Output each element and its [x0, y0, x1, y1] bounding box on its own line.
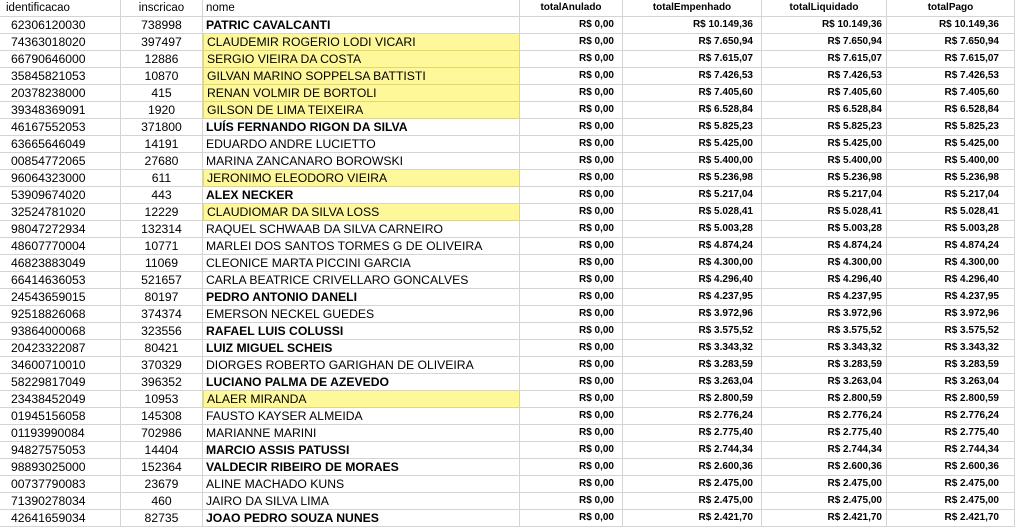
- cell-inscricao[interactable]: 1920: [121, 102, 203, 119]
- table-row: [0, 425, 1015, 442]
- cell-total-liquidado[interactable]: R$ 2.744,34: [762, 442, 887, 459]
- header-inscricao[interactable]: inscricao: [121, 0, 203, 17]
- cell-total-liquidado[interactable]: R$ 4.296,40: [762, 272, 887, 289]
- table-row: [0, 357, 1015, 374]
- cell-total-pago[interactable]: R$ 7.426,53: [887, 68, 1015, 85]
- cell-nome[interactable]: EDUARDO ANDRE LUCIETTO: [203, 136, 520, 153]
- cell-total-empenhado[interactable]: R$ 4.237,95: [623, 289, 762, 306]
- cell-total-empenhado[interactable]: R$ 3.263,04: [623, 374, 762, 391]
- cell-total-anulado[interactable]: R$ 0,00: [520, 357, 623, 374]
- cell-inscricao[interactable]: 611: [121, 170, 203, 187]
- cell-total-liquidado[interactable]: R$ 10.149,36: [762, 17, 887, 34]
- cell-nome[interactable]: JOAO PEDRO SOUZA NUNES: [203, 510, 520, 527]
- cell-total-anulado[interactable]: R$ 0,00: [520, 85, 623, 102]
- table-row: [0, 289, 1015, 306]
- cell-total-liquidado[interactable]: R$ 5.400,00: [762, 153, 887, 170]
- cell-nome[interactable]: JERONIMO ELEODORO VIEIRA: [203, 170, 520, 187]
- table-row: [0, 391, 1015, 408]
- cell-total-liquidado[interactable]: R$ 3.283,59: [762, 357, 887, 374]
- header-total-liquidado[interactable]: totalLiquidado: [762, 0, 887, 17]
- cell-total-pago[interactable]: R$ 5.217,04: [887, 187, 1015, 204]
- cell-identificacao[interactable]: 01945156058: [0, 408, 121, 425]
- cell-inscricao[interactable]: 23679: [121, 476, 203, 493]
- cell-nome[interactable]: RENAN VOLMIR DE BORTOLI: [203, 85, 520, 102]
- table-row: [0, 408, 1015, 425]
- cell-total-anulado[interactable]: R$ 0,00: [520, 340, 623, 357]
- cell-total-liquidado[interactable]: R$ 7.426,53: [762, 68, 887, 85]
- cell-total-pago[interactable]: R$ 7.650,94: [887, 34, 1015, 51]
- cell-nome[interactable]: MARLEI DOS SANTOS TORMES G DE OLIVEIRA: [203, 238, 520, 255]
- cell-nome[interactable]: RAFAEL LUIS COLUSSI: [203, 323, 520, 340]
- cell-total-liquidado[interactable]: R$ 7.650,94: [762, 34, 887, 51]
- cell-nome[interactable]: MARIANNE MARINI: [203, 425, 520, 442]
- cell-identificacao[interactable]: 74363018020: [0, 34, 121, 51]
- cell-inscricao[interactable]: 738998: [121, 17, 203, 34]
- cell-inscricao[interactable]: 374374: [121, 306, 203, 323]
- cell-total-liquidado[interactable]: R$ 5.425,00: [762, 136, 887, 153]
- cell-total-pago[interactable]: R$ 4.237,95: [887, 289, 1015, 306]
- cell-inscricao[interactable]: 14191: [121, 136, 203, 153]
- cell-total-empenhado[interactable]: R$ 10.149,36: [623, 17, 762, 34]
- cell-total-pago[interactable]: R$ 3.575,52: [887, 323, 1015, 340]
- cell-inscricao[interactable]: 10953: [121, 391, 203, 408]
- header-row: [0, 0, 1015, 17]
- cell-nome[interactable]: MARCIO ASSIS PATUSSI: [203, 442, 520, 459]
- header-identificacao[interactable]: identificacao: [0, 0, 121, 17]
- cell-total-pago[interactable]: R$ 5.825,23: [887, 119, 1015, 136]
- cell-total-empenhado[interactable]: R$ 2.800,59: [623, 391, 762, 408]
- cell-total-pago[interactable]: R$ 10.149,36: [887, 17, 1015, 34]
- cell-total-empenhado[interactable]: R$ 5.028,41: [623, 204, 762, 221]
- cell-total-empenhado[interactable]: R$ 2.776,24: [623, 408, 762, 425]
- cell-total-liquidado[interactable]: R$ 4.300,00: [762, 255, 887, 272]
- cell-nome[interactable]: MARINA ZANCANARO BOROWSKI: [203, 153, 520, 170]
- table-row: [0, 34, 1015, 51]
- cell-nome[interactable]: LUCIANO PALMA DE AZEVEDO: [203, 374, 520, 391]
- header-nome[interactable]: nome: [203, 0, 520, 17]
- cell-inscricao[interactable]: 27680: [121, 153, 203, 170]
- cell-total-liquidado[interactable]: R$ 3.263,04: [762, 374, 887, 391]
- cell-total-anulado[interactable]: R$ 0,00: [520, 510, 623, 527]
- header-total-empenhado[interactable]: totalEmpenhado: [623, 0, 762, 17]
- cell-inscricao[interactable]: 80421: [121, 340, 203, 357]
- table-row: [0, 204, 1015, 221]
- cell-identificacao[interactable]: 93864000068: [0, 323, 121, 340]
- cell-nome[interactable]: LUÍS FERNANDO RIGON DA SILVA: [203, 119, 520, 136]
- cell-total-liquidado[interactable]: R$ 5.236,98: [762, 170, 887, 187]
- table-row: [0, 272, 1015, 289]
- cell-total-empenhado[interactable]: R$ 5.003,28: [623, 221, 762, 238]
- table-row: [0, 238, 1015, 255]
- cell-inscricao[interactable]: 11069: [121, 255, 203, 272]
- cell-nome[interactable]: SERGIO VIEIRA DA COSTA: [203, 51, 520, 68]
- cell-total-liquidado[interactable]: R$ 6.528,84: [762, 102, 887, 119]
- cell-inscricao[interactable]: 82735: [121, 510, 203, 527]
- cell-nome[interactable]: RAQUEL SCHWAAB DA SILVA CARNEIRO: [203, 221, 520, 238]
- cell-identificacao[interactable]: 62306120030: [0, 17, 121, 34]
- cell-nome[interactable]: ALAER MIRANDA: [203, 391, 520, 408]
- cell-total-empenhado[interactable]: R$ 3.343,32: [623, 340, 762, 357]
- cell-identificacao[interactable]: 48607770004: [0, 238, 121, 255]
- cell-identificacao[interactable]: 00737790083: [0, 476, 121, 493]
- cell-nome[interactable]: DIORGES ROBERTO GARIGHAN DE OLIVEIRA: [203, 357, 520, 374]
- cell-total-liquidado[interactable]: R$ 3.343,32: [762, 340, 887, 357]
- header-total-pago[interactable]: totalPago: [887, 0, 1015, 17]
- cell-nome[interactable]: PATRIC CAVALCANTI: [203, 17, 520, 34]
- cell-total-liquidado[interactable]: R$ 5.217,04: [762, 187, 887, 204]
- cell-total-liquidado[interactable]: R$ 7.615,07: [762, 51, 887, 68]
- cell-total-pago[interactable]: R$ 2.475,00: [887, 493, 1015, 510]
- cell-total-empenhado[interactable]: R$ 7.615,07: [623, 51, 762, 68]
- table-row: [0, 187, 1015, 204]
- cell-identificacao[interactable]: 96064323000: [0, 170, 121, 187]
- cell-total-pago[interactable]: R$ 3.972,96: [887, 306, 1015, 323]
- cell-total-pago[interactable]: R$ 2.776,24: [887, 408, 1015, 425]
- cell-total-pago[interactable]: R$ 2.744,34: [887, 442, 1015, 459]
- cell-total-anulado[interactable]: R$ 0,00: [520, 459, 623, 476]
- table-row: [0, 102, 1015, 119]
- cell-total-pago[interactable]: R$ 4.300,00: [887, 255, 1015, 272]
- table-row: [0, 493, 1015, 510]
- cell-identificacao[interactable]: 58229817049: [0, 374, 121, 391]
- cell-inscricao[interactable]: 521657: [121, 272, 203, 289]
- table-row: [0, 306, 1015, 323]
- table-row: [0, 459, 1015, 476]
- cell-total-anulado[interactable]: R$ 0,00: [520, 34, 623, 51]
- cell-inscricao[interactable]: 12229: [121, 204, 203, 221]
- table-row: [0, 85, 1015, 102]
- cell-inscricao[interactable]: 14404: [121, 442, 203, 459]
- cell-total-empenhado[interactable]: R$ 5.425,00: [623, 136, 762, 153]
- cell-total-anulado[interactable]: R$ 0,00: [520, 238, 623, 255]
- cell-inscricao[interactable]: 397497: [121, 34, 203, 51]
- cell-total-empenhado[interactable]: R$ 5.236,98: [623, 170, 762, 187]
- table-row: [0, 17, 1015, 34]
- cell-total-liquidado[interactable]: R$ 5.028,41: [762, 204, 887, 221]
- cell-identificacao[interactable]: 66414636053: [0, 272, 121, 289]
- cell-nome[interactable]: CLAUDIOMAR DA SILVA LOSS: [203, 204, 520, 221]
- cell-total-anulado[interactable]: R$ 0,00: [520, 272, 623, 289]
- table-row: [0, 153, 1015, 170]
- cell-total-anulado[interactable]: R$ 0,00: [520, 476, 623, 493]
- cell-identificacao[interactable]: 34600710010: [0, 357, 121, 374]
- cell-nome[interactable]: VALDECIR RIBEIRO DE MORAES: [203, 459, 520, 476]
- cell-total-empenhado[interactable]: R$ 2.421,70: [623, 510, 762, 527]
- cell-identificacao[interactable]: 71390278034: [0, 493, 121, 510]
- cell-total-liquidado[interactable]: R$ 2.475,00: [762, 493, 887, 510]
- cell-total-anulado[interactable]: R$ 0,00: [520, 442, 623, 459]
- table-row: [0, 510, 1015, 527]
- cell-total-anulado[interactable]: R$ 0,00: [520, 17, 623, 34]
- cell-identificacao[interactable]: 01193990084: [0, 425, 121, 442]
- cell-total-anulado[interactable]: R$ 0,00: [520, 289, 623, 306]
- cell-inscricao[interactable]: 702986: [121, 425, 203, 442]
- table-row: [0, 68, 1015, 85]
- cell-total-anulado[interactable]: R$ 0,00: [520, 119, 623, 136]
- table-row: [0, 476, 1015, 493]
- cell-nome[interactable]: EMERSON NECKEL GUEDES: [203, 306, 520, 323]
- cell-total-pago[interactable]: R$ 3.263,04: [887, 374, 1015, 391]
- cell-total-liquidado[interactable]: R$ 4.237,95: [762, 289, 887, 306]
- cell-total-liquidado[interactable]: R$ 4.874,24: [762, 238, 887, 255]
- cell-total-liquidado[interactable]: R$ 2.776,24: [762, 408, 887, 425]
- cell-total-anulado[interactable]: R$ 0,00: [520, 68, 623, 85]
- cell-total-pago[interactable]: R$ 3.283,59: [887, 357, 1015, 374]
- table-row: [0, 51, 1015, 68]
- cell-nome[interactable]: PEDRO ANTONIO DANELI: [203, 289, 520, 306]
- cell-inscricao[interactable]: 415: [121, 85, 203, 102]
- cell-total-empenhado[interactable]: R$ 5.825,23: [623, 119, 762, 136]
- cell-identificacao[interactable]: 53909674020: [0, 187, 121, 204]
- cell-total-pago[interactable]: R$ 2.800,59: [887, 391, 1015, 408]
- table-row: [0, 374, 1015, 391]
- cell-identificacao[interactable]: 39348369091: [0, 102, 121, 119]
- cell-total-anulado[interactable]: R$ 0,00: [520, 493, 623, 510]
- cell-total-liquidado[interactable]: R$ 3.575,52: [762, 323, 887, 340]
- cell-total-empenhado[interactable]: R$ 5.217,04: [623, 187, 762, 204]
- cell-total-anulado[interactable]: R$ 0,00: [520, 425, 623, 442]
- cell-inscricao[interactable]: 10870: [121, 68, 203, 85]
- cell-identificacao[interactable]: 92518826068: [0, 306, 121, 323]
- cell-total-empenhado[interactable]: R$ 2.475,00: [623, 493, 762, 510]
- cell-total-pago[interactable]: R$ 2.421,70: [887, 510, 1015, 527]
- cell-total-anulado[interactable]: R$ 0,00: [520, 306, 623, 323]
- cell-total-pago[interactable]: R$ 7.405,60: [887, 85, 1015, 102]
- cell-total-anulado[interactable]: R$ 0,00: [520, 136, 623, 153]
- table-body: [0, 17, 1015, 527]
- cell-inscricao[interactable]: 80197: [121, 289, 203, 306]
- cell-total-empenhado[interactable]: R$ 2.775,40: [623, 425, 762, 442]
- cell-nome[interactable]: LUIZ MIGUEL SCHEIS: [203, 340, 520, 357]
- cell-identificacao[interactable]: 35845821053: [0, 68, 121, 85]
- cell-nome[interactable]: JAIRO DA SILVA LIMA: [203, 493, 520, 510]
- cell-total-pago[interactable]: R$ 4.874,24: [887, 238, 1015, 255]
- cell-inscricao[interactable]: 323556: [121, 323, 203, 340]
- cell-total-pago[interactable]: R$ 6.528,84: [887, 102, 1015, 119]
- cell-total-anulado[interactable]: R$ 0,00: [520, 51, 623, 68]
- cell-identificacao[interactable]: 42641659034: [0, 510, 121, 527]
- cell-identificacao[interactable]: 24543659015: [0, 289, 121, 306]
- cell-total-anulado[interactable]: R$ 0,00: [520, 221, 623, 238]
- cell-identificacao[interactable]: 63665646049: [0, 136, 121, 153]
- cell-total-anulado[interactable]: R$ 0,00: [520, 204, 623, 221]
- cell-inscricao[interactable]: 132314: [121, 221, 203, 238]
- cell-total-empenhado[interactable]: R$ 2.475,00: [623, 476, 762, 493]
- cell-inscricao[interactable]: 145308: [121, 408, 203, 425]
- cell-total-empenhado[interactable]: R$ 7.405,60: [623, 85, 762, 102]
- cell-total-anulado[interactable]: R$ 0,00: [520, 170, 623, 187]
- cell-total-anulado[interactable]: R$ 0,00: [520, 408, 623, 425]
- cell-inscricao[interactable]: 443: [121, 187, 203, 204]
- cell-total-liquidado[interactable]: R$ 2.600,36: [762, 459, 887, 476]
- cell-total-pago[interactable]: R$ 5.028,41: [887, 204, 1015, 221]
- cell-total-pago[interactable]: R$ 5.003,28: [887, 221, 1015, 238]
- cell-total-anulado[interactable]: R$ 0,00: [520, 187, 623, 204]
- cell-identificacao[interactable]: 46167552053: [0, 119, 121, 136]
- cell-total-empenhado[interactable]: R$ 3.972,96: [623, 306, 762, 323]
- cell-identificacao[interactable]: 00854772065: [0, 153, 121, 170]
- cell-total-anulado[interactable]: R$ 0,00: [520, 255, 623, 272]
- table-row: [0, 221, 1015, 238]
- cell-total-pago[interactable]: R$ 5.400,00: [887, 153, 1015, 170]
- cell-total-anulado[interactable]: R$ 0,00: [520, 102, 623, 119]
- cell-identificacao[interactable]: 66790646000: [0, 51, 121, 68]
- cell-total-pago[interactable]: R$ 2.600,36: [887, 459, 1015, 476]
- cell-total-pago[interactable]: R$ 2.775,40: [887, 425, 1015, 442]
- cell-total-empenhado[interactable]: R$ 3.575,52: [623, 323, 762, 340]
- cell-identificacao[interactable]: 46823883049: [0, 255, 121, 272]
- cell-total-pago[interactable]: R$ 2.475,00: [887, 476, 1015, 493]
- cell-inscricao[interactable]: 10771: [121, 238, 203, 255]
- cell-total-empenhado[interactable]: R$ 6.528,84: [623, 102, 762, 119]
- table-row: [0, 442, 1015, 459]
- cell-total-liquidado[interactable]: R$ 2.475,00: [762, 476, 887, 493]
- cell-identificacao[interactable]: 23438452049: [0, 391, 121, 408]
- cell-total-anulado[interactable]: R$ 0,00: [520, 153, 623, 170]
- cell-total-liquidado[interactable]: R$ 7.405,60: [762, 85, 887, 102]
- cell-total-pago[interactable]: R$ 5.236,98: [887, 170, 1015, 187]
- cell-total-liquidado[interactable]: R$ 3.972,96: [762, 306, 887, 323]
- cell-total-empenhado[interactable]: R$ 2.744,34: [623, 442, 762, 459]
- cell-total-empenhado[interactable]: R$ 4.296,40: [623, 272, 762, 289]
- cell-total-anulado[interactable]: R$ 0,00: [520, 323, 623, 340]
- table-row: [0, 170, 1015, 187]
- cell-total-liquidado[interactable]: R$ 5.825,23: [762, 119, 887, 136]
- cell-nome[interactable]: GILSON DE LIMA TEIXEIRA: [203, 102, 520, 119]
- cell-identificacao[interactable]: 98047272934: [0, 221, 121, 238]
- cell-total-empenhado[interactable]: R$ 3.283,59: [623, 357, 762, 374]
- cell-total-empenhado[interactable]: R$ 4.874,24: [623, 238, 762, 255]
- cell-total-anulado[interactable]: R$ 0,00: [520, 374, 623, 391]
- cell-nome[interactable]: CLEONICE MARTA PICCINI GARCIA: [203, 255, 520, 272]
- cell-inscricao[interactable]: 12886: [121, 51, 203, 68]
- cell-nome[interactable]: ALEX NECKER: [203, 187, 520, 204]
- cell-inscricao[interactable]: 371800: [121, 119, 203, 136]
- cell-nome[interactable]: CARLA BEATRICE CRIVELLARO GONCALVES: [203, 272, 520, 289]
- table-row: [0, 136, 1015, 153]
- cell-identificacao[interactable]: 32524781020: [0, 204, 121, 221]
- cell-total-empenhado[interactable]: R$ 7.426,53: [623, 68, 762, 85]
- cell-inscricao[interactable]: 370329: [121, 357, 203, 374]
- cell-inscricao[interactable]: 460: [121, 493, 203, 510]
- cell-total-pago[interactable]: R$ 4.296,40: [887, 272, 1015, 289]
- cell-total-empenhado[interactable]: R$ 2.600,36: [623, 459, 762, 476]
- cell-identificacao[interactable]: 20423322087: [0, 340, 121, 357]
- cell-total-empenhado[interactable]: R$ 7.650,94: [623, 34, 762, 51]
- header-total-anulado[interactable]: totalAnulado: [520, 0, 623, 17]
- cell-identificacao[interactable]: 98893025000: [0, 459, 121, 476]
- table-row: [0, 119, 1015, 136]
- cell-inscricao[interactable]: 152364: [121, 459, 203, 476]
- table-row: [0, 323, 1015, 340]
- cell-nome[interactable]: ALINE MACHADO KUNS: [203, 476, 520, 493]
- table-row: [0, 340, 1015, 357]
- cell-total-pago[interactable]: R$ 3.343,32: [887, 340, 1015, 357]
- cell-total-empenhado[interactable]: R$ 4.300,00: [623, 255, 762, 272]
- cell-total-anulado[interactable]: R$ 0,00: [520, 391, 623, 408]
- cell-total-liquidado[interactable]: R$ 2.775,40: [762, 425, 887, 442]
- cell-total-liquidado[interactable]: R$ 2.421,70: [762, 510, 887, 527]
- cell-nome[interactable]: CLAUDEMIR ROGERIO LODI VICARI: [203, 34, 520, 51]
- cell-total-liquidado[interactable]: R$ 2.800,59: [762, 391, 887, 408]
- cell-total-liquidado[interactable]: R$ 5.003,28: [762, 221, 887, 238]
- cell-inscricao[interactable]: 396352: [121, 374, 203, 391]
- cell-total-empenhado[interactable]: R$ 5.400,00: [623, 153, 762, 170]
- table-row: [0, 255, 1015, 272]
- cell-total-pago[interactable]: R$ 5.425,00: [887, 136, 1015, 153]
- cell-identificacao[interactable]: 94827575053: [0, 442, 121, 459]
- cell-identificacao[interactable]: 20378238000: [0, 85, 121, 102]
- cell-total-pago[interactable]: R$ 7.615,07: [887, 51, 1015, 68]
- cell-nome[interactable]: GILVAN MARINO SOPPELSA BATTISTI: [203, 68, 520, 85]
- cell-nome[interactable]: FAUSTO KAYSER ALMEIDA: [203, 408, 520, 425]
